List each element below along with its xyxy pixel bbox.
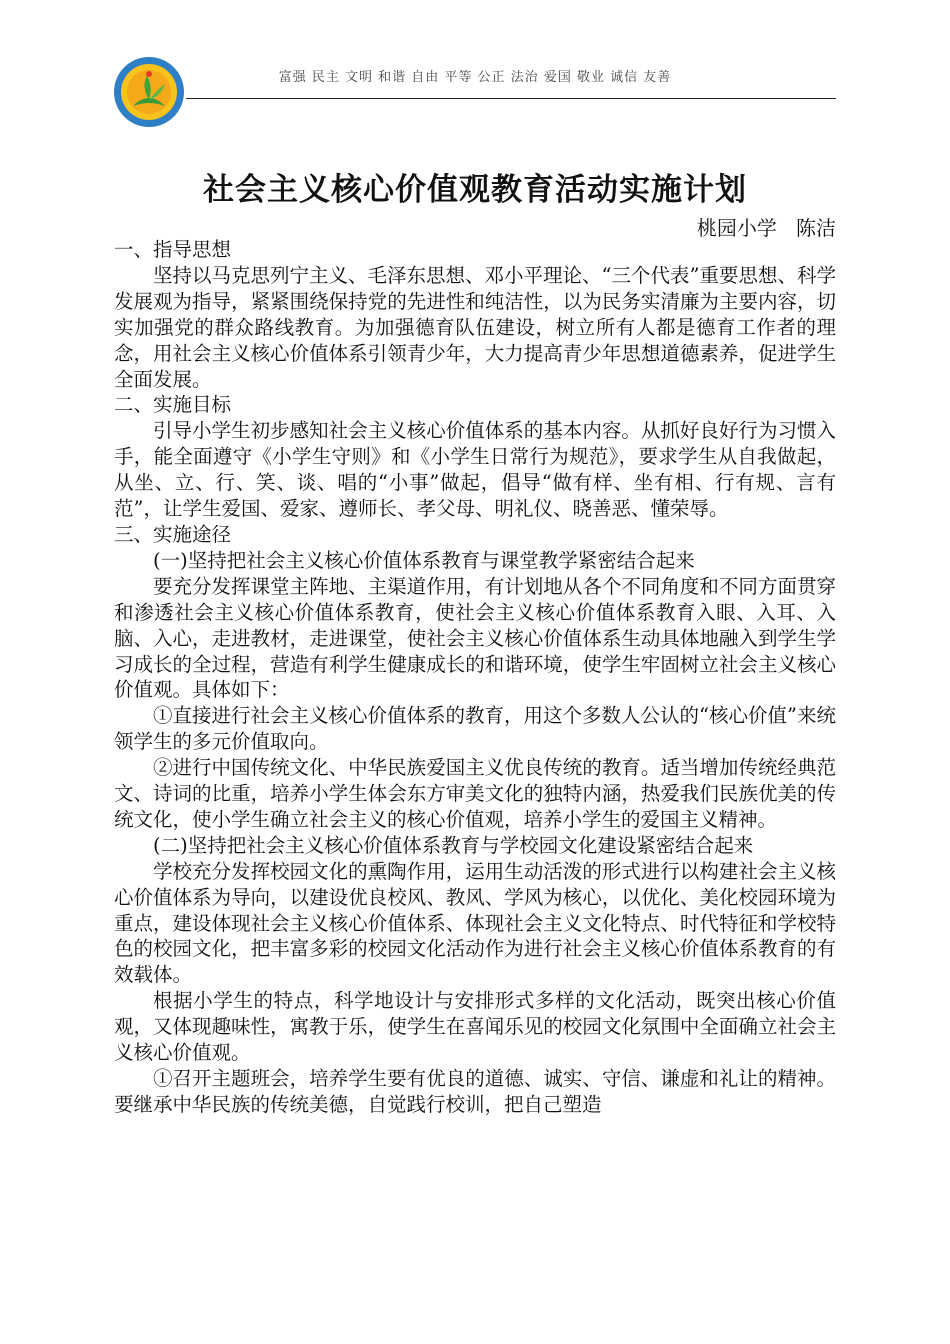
page-header (0, 0, 950, 130)
subsection-heading: (二)坚持把社会主义核心价值体系教育与学校园文化建设紧密结合起来 (153, 833, 754, 857)
document-title: 社会主义核心价值观教育活动实施计划 (203, 172, 747, 208)
paragraph: 引导小学生初步感知社会主义核心价值体系的基本内容。从抓好良好行为习惯入手，能全面遵守《小学生守则》和《小学生日常行为规范》，要求学生从自我做起，从坐、立、行、笑、谈、唱的“小事”做起，倡导“做有样、坐有相、行有规、言有范”，让学生爱国、爱家、遵师长、孝父母、明礼仪、晓善恶、懂荣辱。 (114, 419, 836, 521)
header-divider (186, 98, 836, 99)
paragraph: 要充分发挥课堂主阵地、主渠道作用，有计划地从各个不同角度和不同方面贯穿和渗透社会主义核心价值体系教育，使社会主义核心价值体系教育入眼、入耳、入脑、入心，走进教材，走进课堂，使社会主义核心价值体系生动具体地融入到学生学习成长的全过程，营造有利学生健康成长的和谐环境，使学生牢固树立社会主义核心价值观。具体如下： (114, 574, 836, 702)
school-logo-icon (113, 56, 185, 128)
paragraph: 根据小学生的特点，科学地设计与安排形式多样的文化活动，既突出核心价值观，又体现趣味性，寓教于乐，使学生在喜闻乐见的校园文化氛围中全面确立社会主义核心价值观。 (114, 989, 836, 1065)
list-item: ①召开主题班会，培养学生要有优良的道德、诚实、守信、谦虚和礼让的精神。要继承中华民族的传统美德，自觉践行校训，把自己塑造 (114, 1067, 836, 1116)
section-heading: 三、实施途径 (114, 522, 232, 546)
section-heading: 二、实施目标 (114, 393, 232, 417)
subsection-heading: (一)坚持把社会主义核心价值体系教育与课堂教学紧密结合起来 (153, 548, 695, 572)
section-heading: 一、指导思想 (114, 238, 232, 261)
document-body (114, 237, 836, 1118)
document-author: 桃园小学 陈洁 (696, 216, 836, 240)
paragraph: 坚持以马克思列宁主义、毛泽东思想、邓小平理论、“三个代表”重要思想、科学发展观为指导，紧紧围绕保持党的先进性和纯洁性，以为民务实清廉为主要内容，切实加强党的群众路线教育。为加强德育队伍建设，树立所有人都是德育工作者的理念，用社会主义核心价值体系引领青少年，大力提高青少年思想道德素养，促进学生全面发展。 (114, 263, 836, 391)
list-item: ①直接进行社会主义核心价值体系的教育，用这个多数人公认的“核心价值”来统领学生的多元价值取向。 (114, 704, 836, 754)
core-values-motto: 富强 民主 文明 和谐 自由 平等 公正 法治 爱国 敬业 诚信 友善 (278, 70, 672, 85)
list-item: ②进行中国传统文化、中华民族爱国主义优良传统的教育。适当增加传统经典范文、诗词的比重，培养小学生体会东方审美文化的独特内涵，热爱我们民族优美的传统文化，使小学生确立社会主义的核心价值观，培养小学生的爱国主义精神。 (114, 756, 836, 831)
paragraph: 学校充分发挥校园文化的熏陶作用，运用生动活泼的形式进行以构建社会主义核心价值体系为导向，以建设优良校风、教风、学风为核心，以优化、美化校园环境为重点，建设体现社会主义核心价值体系、体现社会主义文化特点、时代特征和学校特色的校园文化，把丰富多彩的校园文化活动作为进行社会主义核心价值体系教育的有效载体。 (114, 859, 836, 987)
